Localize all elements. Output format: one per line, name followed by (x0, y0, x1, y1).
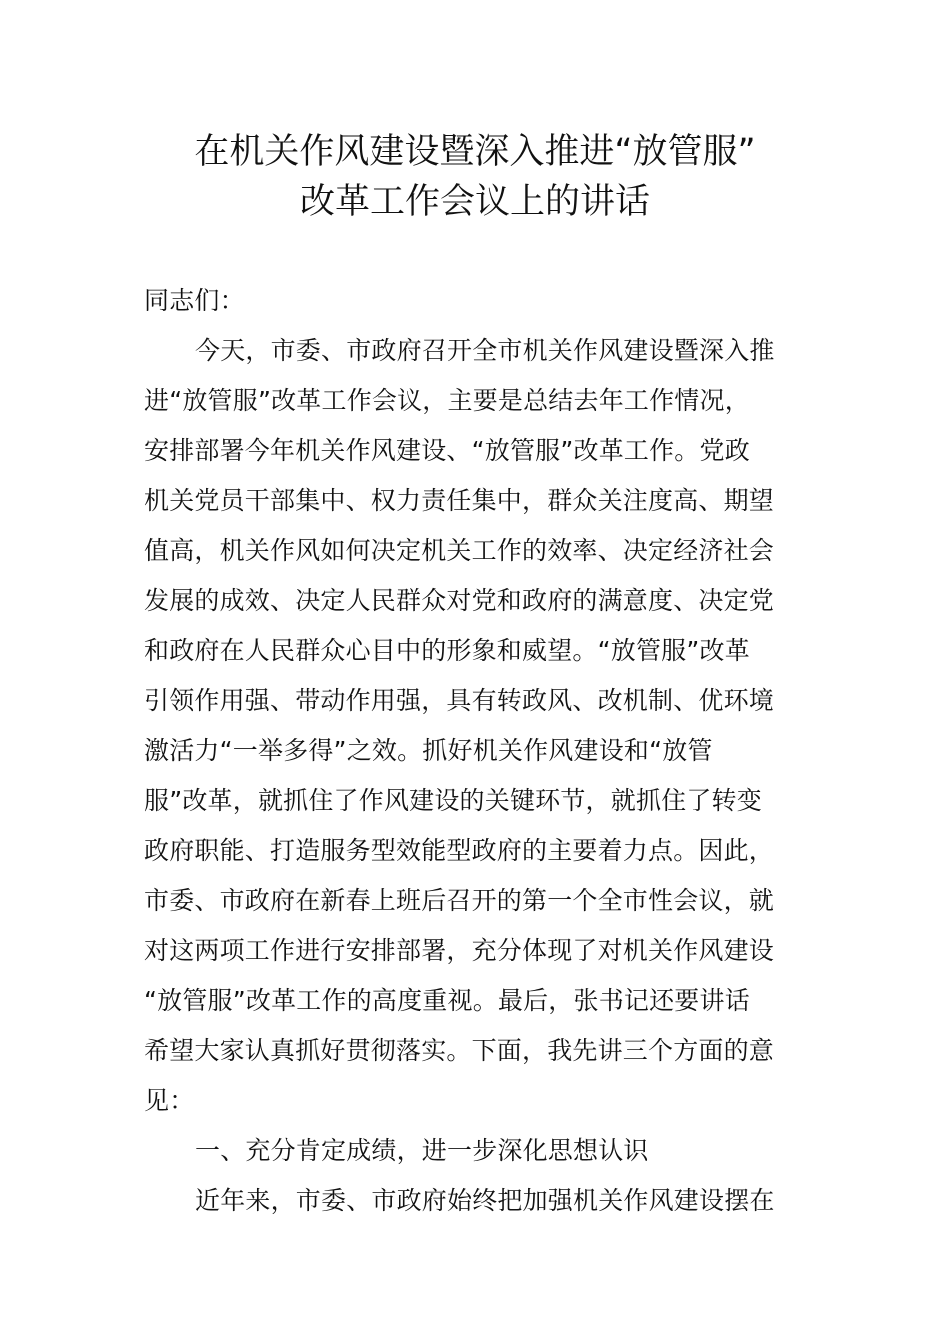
body-line-8: 引领作用强、带动作用强，具有转政风、改机制、优环境 (144, 686, 775, 715)
body-line-16: 见： (144, 1086, 195, 1115)
body-line-9: 激活力“一举多得”之效。抓好机关作风建设和“放管 (144, 736, 713, 765)
body-line-15: 希望大家认真抓好贯彻落实。下面，我先讲三个方面的意 (144, 1036, 775, 1065)
body-line-10: 服”改革，就抓住了作风建设的关键环节，就抓住了转变 (144, 786, 762, 815)
body-line-6: 发展的成效、决定人民群众对党和政府的满意度、决定党 (144, 586, 775, 615)
salutation: 同志们： (144, 286, 245, 315)
body-line-2: 进“放管服”改革工作会议，主要是总结去年工作情况， (144, 386, 750, 415)
body-line-13: 对这两项工作进行安排部署，充分体现了对机关作风建设 (144, 936, 775, 965)
body-line-3: 安排部署今年机关作风建设、“放管服”改革工作。党政 (144, 436, 750, 465)
body-line-12: 市委、市政府在新春上班后召开的第一个全市性会议，就 (144, 886, 775, 915)
body-line-18: 近年来，市委、市政府始终把加强机关作风建设摆在 (195, 1186, 775, 1215)
body-line-14: “放管服”改革工作的高度重视。最后，张书记还要讲话 (144, 986, 750, 1015)
body-line-7: 和政府在人民群众心目中的形象和威望。“放管服”改革 (144, 636, 750, 665)
body-line-11: 政府职能、打造服务型效能型政府的主要着力点。因此， (144, 836, 775, 865)
body-line-5: 值高，机关作风如何决定机关工作的效率、决定经济社会 (144, 536, 775, 565)
body-line-4: 机关党员干部集中、权力责任集中，群众关注度高、期望 (144, 486, 775, 515)
body-line-1: 今天，市委、市政府召开全市机关作风建设暨深入推 (195, 336, 775, 365)
document-title-line-1: 在机关作风建设暨深入推进“放管服” (194, 132, 756, 172)
document-title-line-2: 改革工作会议上的讲话 (299, 182, 650, 222)
section-heading-1: 一、充分肯定成绩，进一步深化思想认识 (195, 1136, 649, 1165)
